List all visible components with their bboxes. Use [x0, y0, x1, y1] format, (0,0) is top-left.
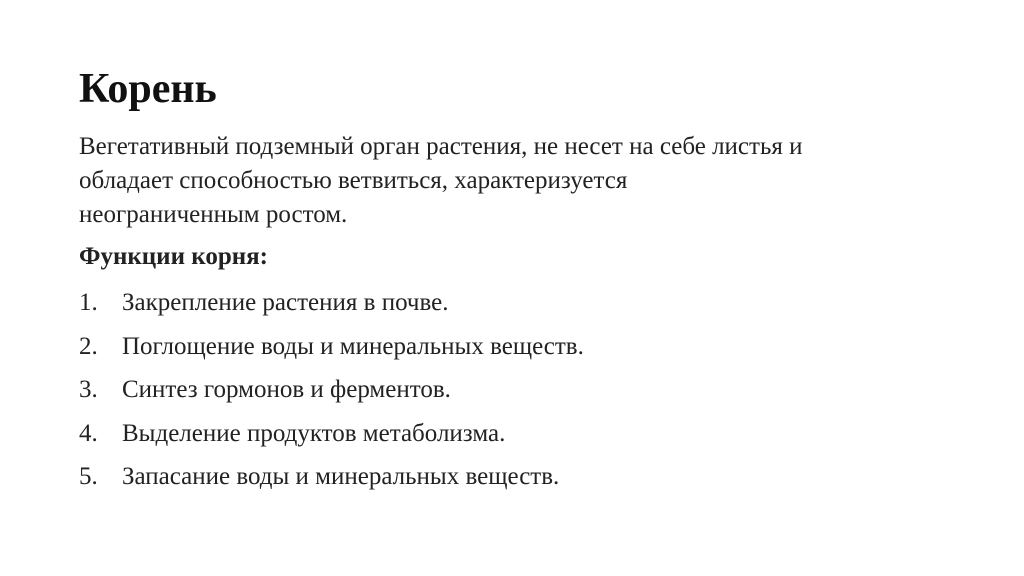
slide-title: Корень [79, 66, 217, 112]
list-item-number: 2. [79, 332, 98, 360]
list-item-number: 1. [79, 289, 98, 316]
functions-heading: Функции корня: [79, 243, 268, 270]
intro-line: Вегетативный подземный орган растения, не несет на себе листья и [79, 133, 803, 160]
list-item [79, 330, 959, 364]
list-item-text: Синтез гормонов и ферментов. [122, 376, 451, 403]
list-item-text: Запасание воды и минеральных веществ. [122, 463, 560, 490]
list-item-number: 3. [79, 376, 98, 403]
functions-list [79, 286, 959, 494]
list-item-text: Поглощение воды и минеральных веществ. [122, 332, 584, 360]
slide-body [79, 130, 959, 504]
intro-paragraph [79, 130, 959, 232]
list-item [79, 460, 959, 494]
intro-line: неограниченным ростом. [79, 201, 348, 228]
intro-line: обладает способностью ветвиться, характеризуется [79, 167, 628, 194]
list-item [79, 286, 959, 320]
list-item-number: 5. [79, 463, 98, 490]
list-item-text: Выделение продуктов метаболизма. [122, 419, 506, 447]
list-item-number: 4. [79, 419, 98, 447]
list-item [79, 417, 959, 451]
list-item [79, 373, 959, 407]
list-item-text: Закрепление растения в почве. [122, 289, 449, 316]
